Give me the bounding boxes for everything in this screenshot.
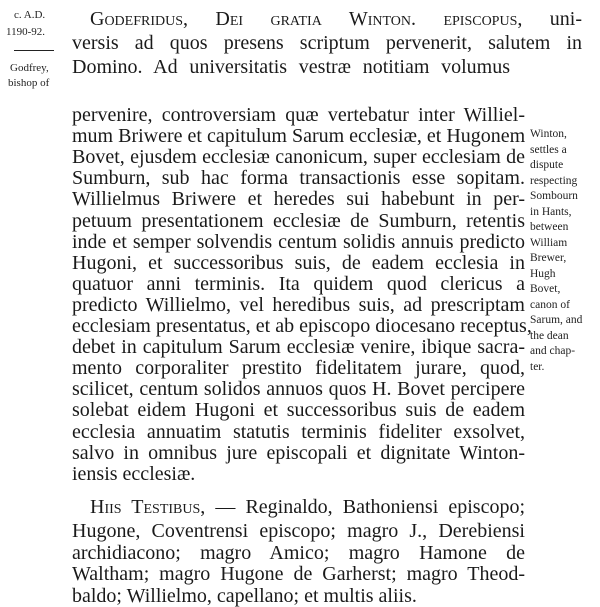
side-note-line: Sombourn [530, 190, 578, 202]
opening-lead-rest: uni- [549, 8, 582, 30]
witness-line: Hugone, Coventrensi episcopo; magro J., Derebiensi [72, 520, 525, 542]
body-line: ecclesiam presentatus, et ab episcopo diocesano receptus, [72, 315, 532, 337]
side-note-line: the dean [530, 329, 569, 342]
body-line: scilicet, centum solidos annuos quos H. Bovet percipere [72, 378, 525, 401]
opening-line-1 [90, 8, 582, 30]
side-note-line: in Hants, [530, 205, 572, 218]
side-note-line: Brewer, [530, 252, 567, 264]
body-line: debet in capitulum Sarum ecclesiæ venire, ibique sacra- [72, 336, 525, 359]
witness-lead: Hiis Testibus, [90, 496, 206, 518]
side-note-line: ter. [530, 360, 545, 373]
body-line: pervenire, controversiam quæ vertebatur inter Williel- [72, 104, 525, 126]
opening-lead-name: Godefridus, Dei gratia Winton. episcopus, [90, 8, 523, 30]
side-note-line: canon of [530, 298, 570, 311]
body-line: ecclesia annuatim statutis terminis fideliter exsolvet, [72, 420, 525, 443]
witness-line: archidiacono; magro Amico; magro Hamone de [72, 541, 525, 564]
name-note-line2: bishop of [8, 77, 50, 89]
body-line: solebat eidem Hugoni et successoribus suis de eadem [72, 399, 525, 422]
side-note-line: respecting [530, 174, 578, 187]
side-note-line: Bovet, [530, 283, 561, 295]
body-line: Bovet, ejusdem ecclesiæ canonicum, super ecclesiam de [72, 146, 525, 169]
body-line: Willielmus Briwere et heredes sui habebunt in per- [72, 188, 525, 211]
opening-line-2: versis ad quos presens scriptum pervenerit, salutem in [72, 32, 582, 54]
side-note-line: settles a [530, 143, 567, 156]
body-line: mum Briwere et capitulum Sarum ecclesiæ, et Hugonem [72, 125, 526, 148]
witness-line-1 [90, 496, 525, 518]
side-note-line: William [530, 236, 568, 249]
body-line: quatuor anni terminis. Ita quidem quod clericus a [72, 272, 525, 295]
date-note-line1: c. A.D. [14, 9, 46, 21]
body-line: petuum presentationem ecclesiæ de Sumburn, retentis [72, 209, 525, 232]
name-note-line1: Godfrey, [10, 62, 49, 74]
body-line: inde et semper solvendis centum solidis annuis predicto [72, 230, 525, 253]
side-note-line: Sarum, and [530, 314, 583, 326]
body-line: mento corporaliter prestito fidelitatem jurare, quod, [72, 357, 525, 380]
side-note-line: Hugh [530, 267, 556, 280]
margin-rule [14, 50, 54, 51]
witness-line-1-rest: — Reginaldo, Bathoniensi episcopo; [215, 496, 525, 518]
body-line: Sumburn, sub hac forma transactionis esse sopitam. [72, 167, 525, 190]
body-line: salvo in omnibus jure episcopali et dignitate Winton- [72, 441, 525, 464]
body-line: Hugoni, et successoribus suis, de eadem ecclesia in [72, 251, 525, 274]
side-note-line: between [530, 221, 569, 233]
side-note-line: dispute [530, 159, 564, 171]
opening-line-3: Domino. Ad universitatis vestræ notitiam volumus [72, 56, 510, 78]
witness-line: Waltham; magro Hugone de Garherst; magro Theod- [72, 563, 525, 585]
witness-line: baldo; Willielmo, capellano; et multis aliis. [72, 584, 417, 607]
side-note-line: Winton, [530, 128, 567, 140]
date-note-line2: 1190-92. [6, 26, 46, 38]
body-line: predicto Willielmo, vel heredibus suis, ad prescriptam [72, 293, 525, 316]
body-line: iensis ecclesiæ. [72, 462, 196, 485]
side-note-line: and chap- [530, 345, 576, 357]
side-note [530, 127, 600, 375]
